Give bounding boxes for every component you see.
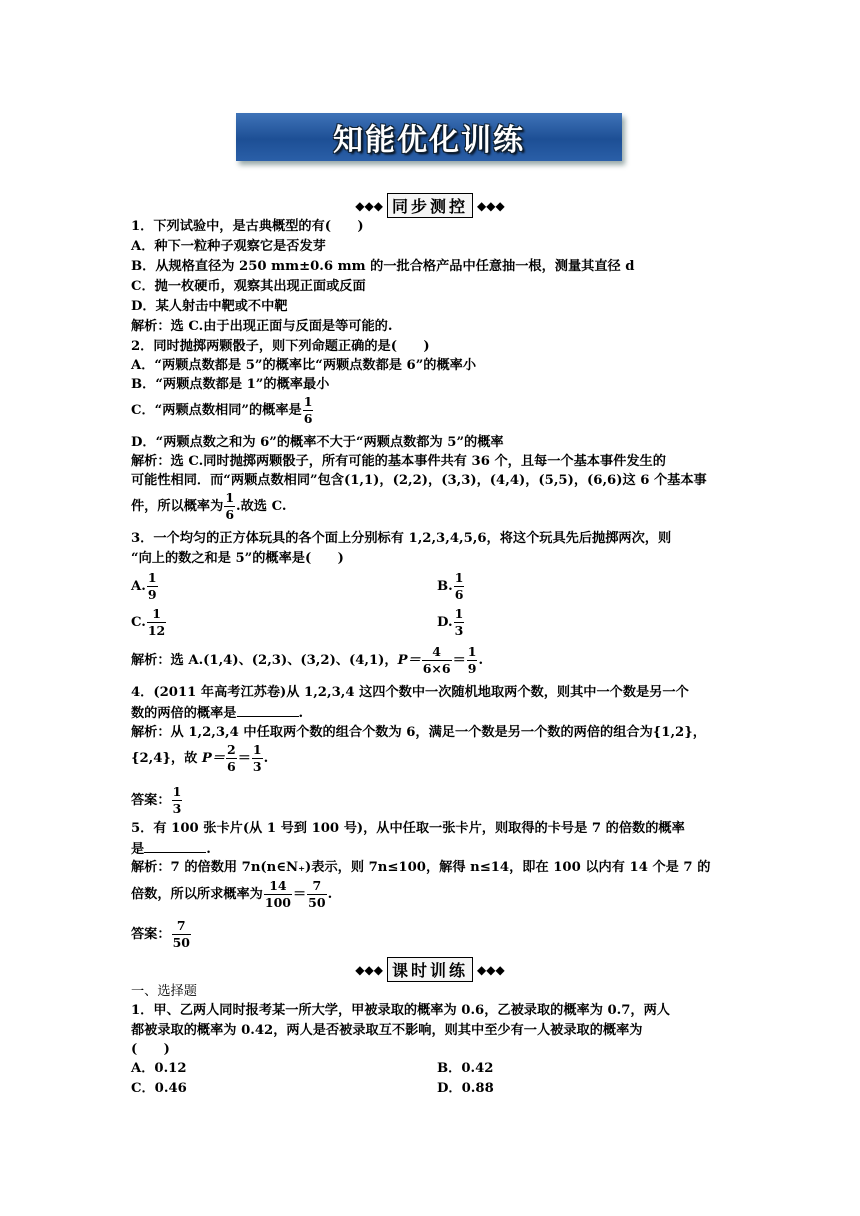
q1-option-a: A．种下一粒种子观察它是否发芽 (131, 239, 326, 254)
period: . (206, 842, 211, 857)
banner-title: 知能优化训练 (333, 123, 525, 158)
denominator: 3 (454, 622, 464, 638)
diamond-icon: ◆◆◆ (355, 962, 383, 977)
equals: ＝ (292, 887, 307, 902)
p2-q1-option-d: D．0.88 (437, 1081, 494, 1096)
denominator: 3 (172, 800, 182, 816)
p2-q1-line1: 1．甲、乙两人同时报考某一所大学，甲被录取的概率为 0.6，乙被录取的概率为 0.7，两人 (131, 1003, 670, 1018)
q2-stem: 2．同时抛掷两颗骰子，则下列命题正确的是( ) (131, 339, 430, 354)
numerator: 1 (454, 606, 464, 621)
q5-stem2-text: 是 (131, 842, 145, 857)
numerator: 7 (172, 920, 191, 935)
fraction (264, 880, 292, 909)
denominator: 50 (172, 934, 190, 950)
fraction (454, 608, 465, 637)
q2-sol3-text: 件，所以概率为 (131, 499, 224, 514)
equals: ＝ (452, 653, 466, 668)
q4-stem2-text: 数的两倍的概率是 (131, 706, 237, 721)
diamond-icon: ◆◆◆ (355, 198, 383, 213)
period: . (327, 887, 333, 902)
denominator: 3 (252, 758, 262, 774)
fraction (147, 572, 158, 601)
q2-solution-1: 解析：选 C.同时抛掷两颗骰子，所有可能的基本事件共有 36 个，且每一个基本事件发生的 (131, 454, 666, 469)
fraction (454, 572, 465, 601)
denominator: 6 (226, 758, 236, 774)
diamond-icon: ◆◆◆ (477, 962, 505, 977)
q4-solution-1: 解析：从 1,2,3,4 中任取两个数的组合个数为 6，满足一个数是另一个数的两倍的组合为{1,2}， (131, 725, 706, 740)
option-label: B. (437, 579, 453, 594)
q3-stem-1: 3．一个均匀的正方体玩具的各个面上分别标有 1,2,3,4,5,6，将这个玩具先后抛掷两次，则 (131, 531, 672, 546)
q2-solution-2: 可能性相同．而“两颗点数相同”包含(1,1)，(2,2)，(3,3)，(4,4)，(5,5)，(6,6)这 6 个基本事 (131, 473, 707, 488)
equals: ＝ (237, 751, 251, 766)
q2-option-d: D．“两颗点数之和为 6”的概率不大于“两颗点数都为 5”的概率 (131, 435, 504, 450)
option-label: C. (131, 615, 146, 630)
fraction (147, 608, 166, 637)
numerator: 7 (307, 880, 326, 895)
denominator: 9 (467, 660, 477, 676)
p2-q1-option-c: C．0.46 (131, 1081, 187, 1096)
period: . (478, 653, 484, 668)
section-title-lesson: 课时训练 (387, 957, 473, 982)
numerator: 1 (252, 742, 262, 757)
q1-option-b: B．从规格直径为 250 mm±0.6 mm 的一批合格产品中任意抽一根，测量其直径 d (131, 259, 635, 274)
title-banner (236, 113, 622, 161)
fraction (252, 744, 263, 773)
q1-solution: 解析：选 C.由于出现正面与反面是等可能的. (131, 319, 393, 334)
numerator: 1 (147, 570, 157, 585)
answer-blank (237, 704, 299, 717)
q5-answer (131, 920, 192, 949)
denominator: 6×6 (422, 660, 451, 676)
answer-label: 答案： (131, 793, 171, 808)
q3-option-d (437, 608, 465, 637)
prob-symbol: P＝ (397, 653, 421, 668)
q3-stem-2: “向上的数之和是 5”的概率是( ) (131, 551, 344, 566)
p2-q1-option-b: B．0.42 (437, 1061, 494, 1076)
fraction (224, 492, 235, 521)
q2-option-b: B．“两颗点数都是 1”的概率最小 (131, 377, 330, 392)
q5-solution-1: 解析：7 的倍数用 7n(n∈N₊)表示，则 7n≤100，解得 n≤14，即在 100 以内有 14 个是 7 的 (131, 860, 711, 875)
q3-option-c (131, 608, 167, 637)
fraction (307, 880, 326, 909)
q2-sol3-end: .故选 C. (236, 499, 287, 514)
q3-solution (131, 646, 483, 675)
numerator: 14 (264, 880, 292, 895)
q1-option-c: C．抛一枚硬币，观察其出现正面或反面 (131, 279, 366, 294)
numerator: 1 (172, 784, 182, 799)
denominator: 6 (225, 506, 235, 522)
p2-q1-line2: 都被录取的概率为 0.42，两人是否被录取互不影响，则其中至少有一人被录取的概率为 (131, 1023, 643, 1038)
fraction (226, 744, 237, 773)
period: . (298, 706, 304, 721)
q4-answer (131, 786, 183, 815)
section-header-sync (0, 193, 860, 218)
answer-label: 答案： (131, 927, 171, 942)
diamond-icon: ◆◆◆ (477, 198, 505, 213)
fraction (303, 396, 314, 425)
q1-stem: 1．下列试验中，是古典概型的有( ) (131, 219, 364, 234)
q2-solution-3 (131, 492, 286, 521)
numerator: 1 (467, 644, 477, 659)
p2-q1-option-a: A．0.12 (131, 1061, 187, 1076)
q5-stem-1: 5．有 100 张卡片(从 1 号到 100 号)，从中任取一张卡片，则取得的卡号是 7 的倍数的概率 (131, 821, 685, 836)
q4-stem-2 (131, 704, 303, 723)
q3-option-b (437, 572, 465, 601)
q2-option-a: A．“两颗点数都是 5”的概率比“两颗点数都是 6”的概率小 (131, 358, 477, 373)
numerator: 4 (422, 646, 452, 661)
prob-symbol: P＝ (201, 751, 225, 766)
option-label: D. (437, 615, 453, 630)
part2-heading: 一、选择题 (131, 984, 197, 999)
numerator: 1 (225, 490, 235, 505)
q5-stem-2 (131, 840, 211, 859)
numerator: 1 (454, 570, 464, 585)
q3-option-a (131, 572, 159, 601)
section-title-sync: 同步测控 (387, 193, 473, 218)
q2-c-text: C．“两颗点数相同”的概率是 (131, 403, 302, 418)
numerator: 2 (226, 742, 236, 757)
q4-sol2-text: {2,4}，故 (131, 751, 202, 766)
fraction (172, 786, 183, 815)
q5-solution-2 (131, 880, 332, 909)
q2-option-c (131, 396, 314, 425)
q4-solution-2 (131, 744, 268, 773)
answer-blank (144, 840, 206, 853)
fraction (467, 646, 478, 675)
q5-sol2-text: 倍数，所以所求概率为 (131, 887, 263, 902)
fraction (422, 646, 452, 675)
numerator: 1 (303, 394, 313, 409)
denominator: 6 (303, 410, 313, 426)
p2-q1-line3: ( ) (131, 1042, 170, 1057)
option-label: A. (131, 579, 146, 594)
denominator: 100 (264, 894, 291, 910)
q4-stem-1: 4．(2011 年高考江苏卷)从 1,2,3,4 这四个数中一次随机地取两个数，则其中一个数是另一个 (131, 685, 689, 700)
period: . (263, 751, 269, 766)
numerator: 1 (147, 608, 166, 623)
denominator: 12 (147, 622, 166, 638)
denominator: 6 (454, 586, 464, 602)
denominator: 9 (147, 586, 157, 602)
q3-sol-text: 解析：选 A.(1,4)、(2,3)、(3,2)、(4,1)， (131, 653, 398, 668)
q1-option-d: D．某人射击中靶或不中靶 (131, 299, 288, 314)
denominator: 50 (308, 894, 326, 910)
section-header-lesson (0, 957, 860, 982)
fraction (172, 920, 191, 949)
